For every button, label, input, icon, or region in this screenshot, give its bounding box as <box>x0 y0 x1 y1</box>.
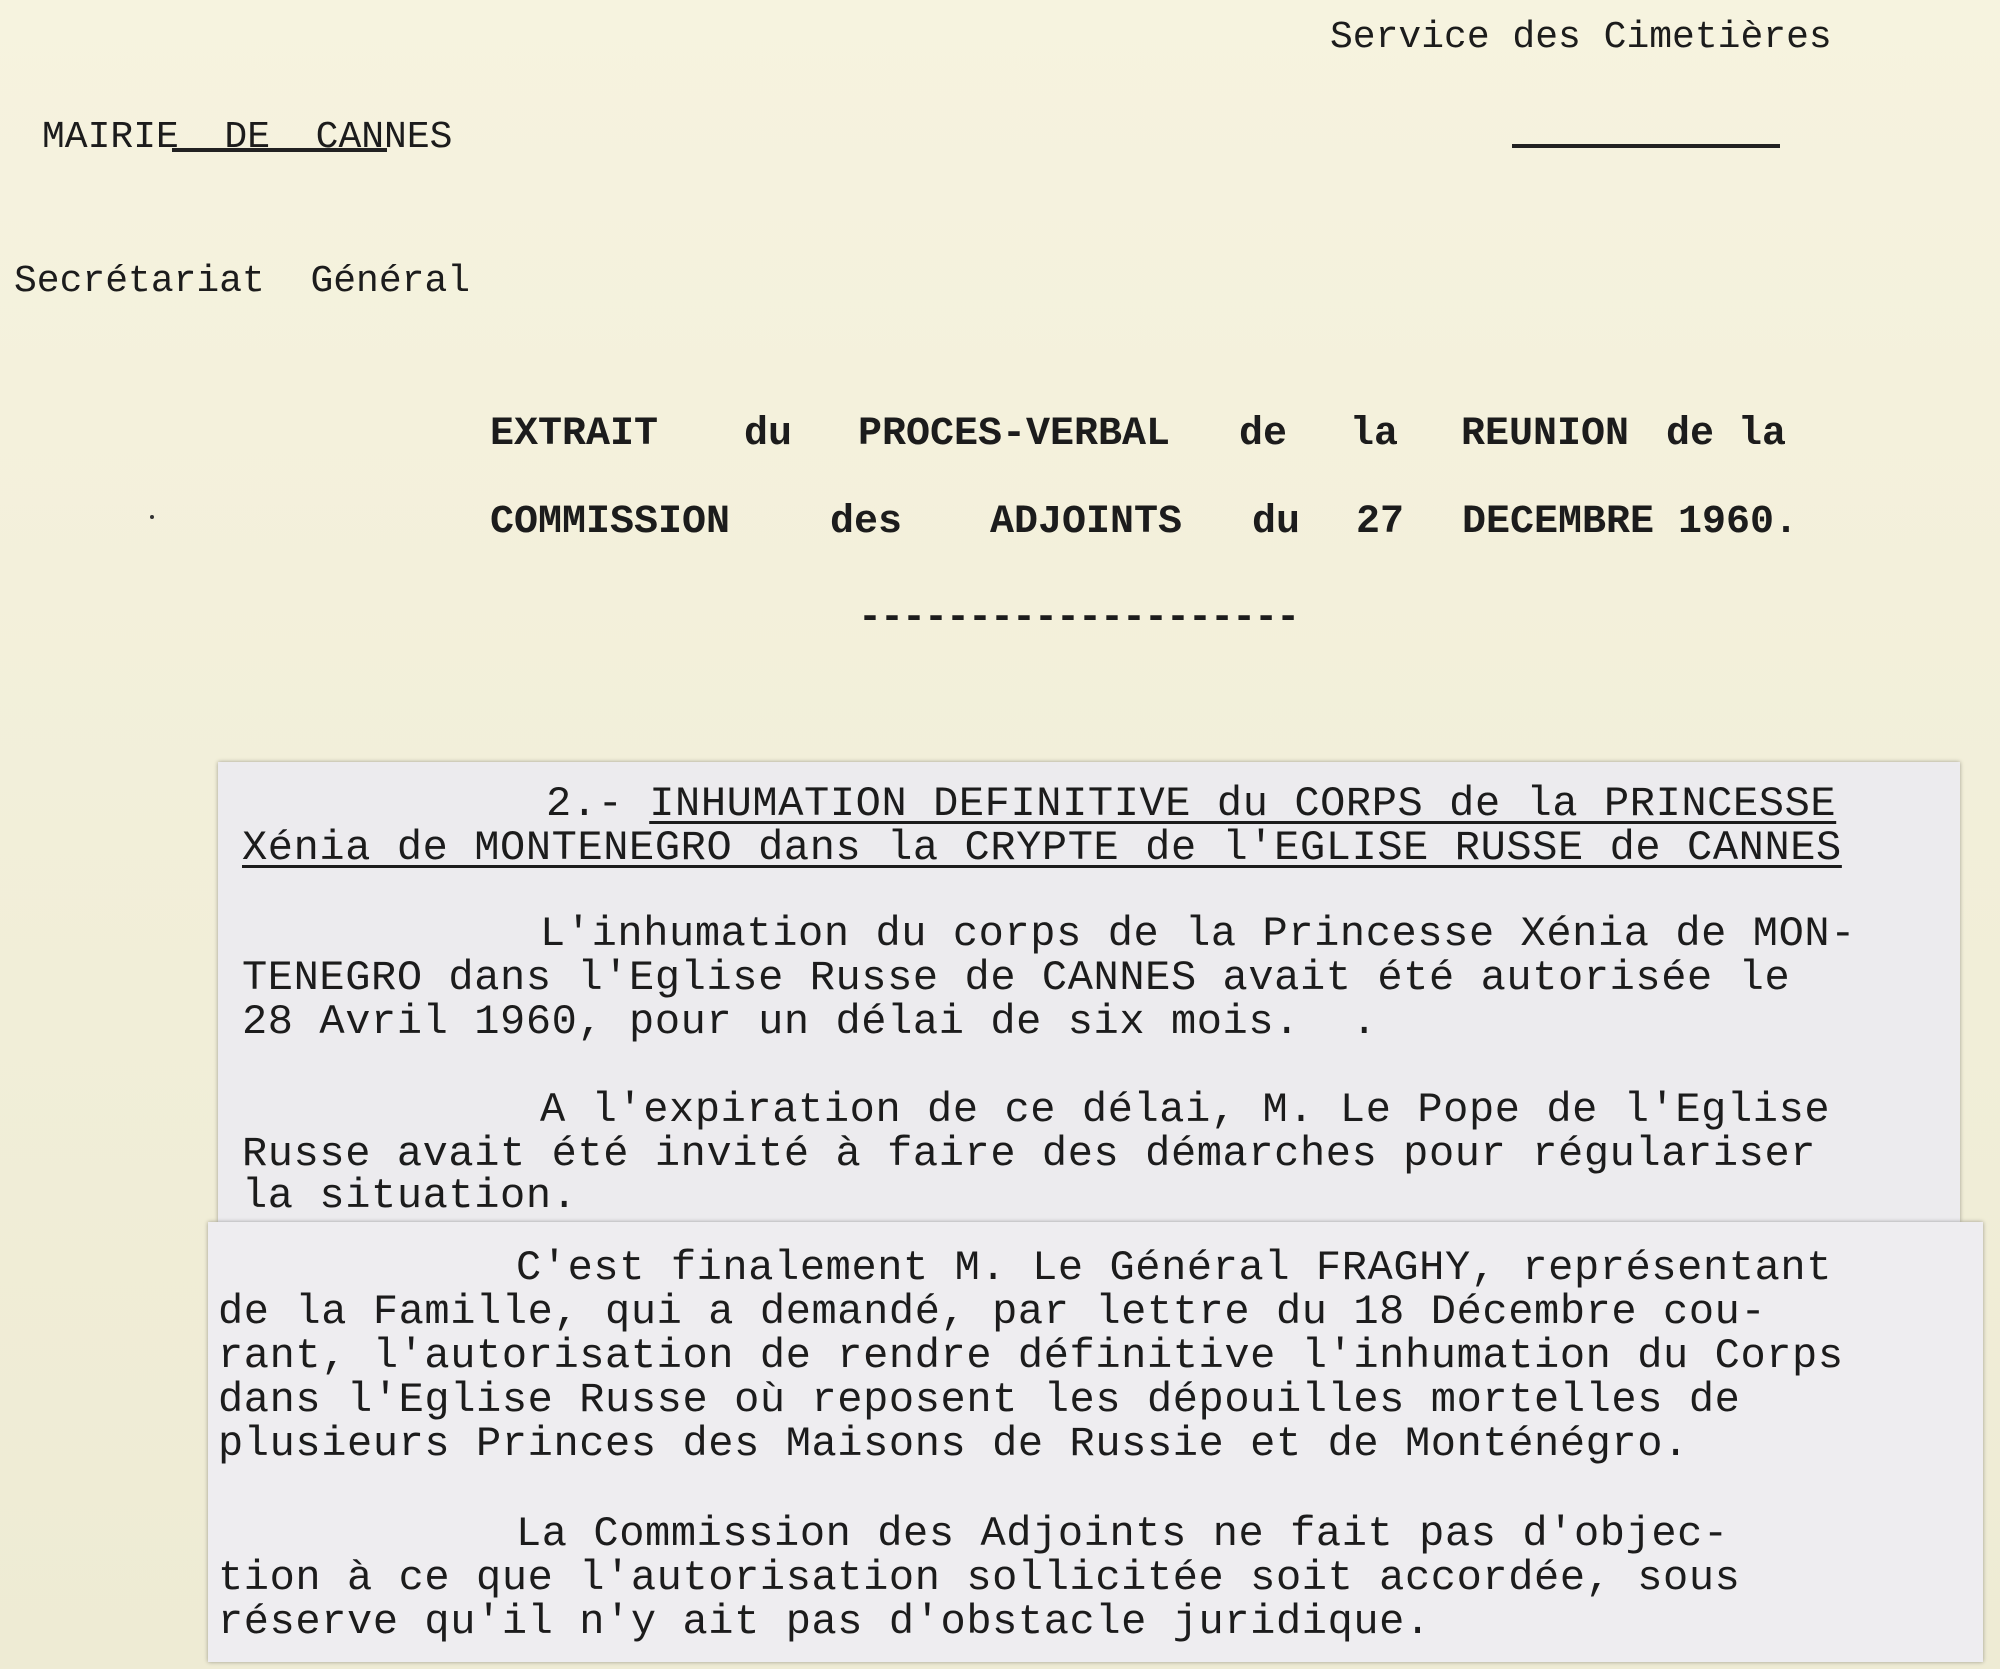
title-word: du <box>1252 500 1301 545</box>
paragraph-line: la situation. <box>242 1172 578 1220</box>
paragraph-line: tion à ce que l'autorisation sollicitée soit accordée, sous <box>218 1554 1741 1602</box>
clipping-1 <box>218 762 1960 1222</box>
title-word: COMMISSION <box>490 500 731 545</box>
paragraph-line: de la Famille, qui a demandé, par lettre du 18 Décembre cou- <box>218 1288 1767 1336</box>
title-word: de la <box>1666 412 1787 457</box>
letterhead-mairie: MAIRIE DE CANNES <box>42 116 453 159</box>
letterhead-right-rule <box>1512 144 1780 148</box>
paragraph-line: L'inhumation du corps de la Princesse Xénia de MON- <box>540 910 1857 958</box>
paragraph-line: rant, l'autorisation de rendre définitive l'inhumation du Corps <box>218 1332 1844 1380</box>
title-word: REUNION <box>1461 412 1630 457</box>
paragraph-line: C'est finalement M. Le Général FRAGHY, représentant <box>516 1244 1833 1292</box>
paragraph-line: Russe avait été invité à faire des démarches pour régulariser <box>242 1130 1817 1178</box>
paragraph-line: plusieurs Princes des Maisons de Russie et de Monténégro. <box>218 1420 1689 1468</box>
title-row-2 <box>490 500 1840 550</box>
clipping-heading-line-1 <box>546 782 1836 826</box>
paragraph-line: réserve qu'il n'y ait pas d'obstacle juridique. <box>218 1598 1431 1646</box>
paragraph-line: TENEGRO dans l'Eglise Russe de CANNES avait été autorisée le <box>242 954 1791 1002</box>
title-word: des <box>830 500 903 545</box>
title-word: EXTRAIT <box>490 412 659 457</box>
title-word: ADJOINTS <box>990 500 1183 545</box>
letterhead-secretariat: Secrétariat Général <box>14 260 471 303</box>
title-word: du <box>744 412 793 457</box>
ink-speck <box>150 515 154 519</box>
letterhead-left-rule <box>172 148 387 152</box>
title-word: la <box>1350 412 1399 457</box>
heading-text: INHUMATION DEFINITIVE du CORPS de la PRINCESSE <box>649 780 1837 828</box>
clipping-heading-line-2: Xénia de MONTENEGRO dans la CRYPTE de l'EGLISE RUSSE de CANNES <box>242 824 1842 872</box>
title-word: DECEMBRE 1960. <box>1462 500 1799 545</box>
heading-number: 2.- <box>546 780 650 828</box>
title-word: PROCES-VERBAL <box>858 412 1171 457</box>
letterhead-service: Service des Cimetières <box>1330 16 1832 59</box>
letterhead-left <box>14 18 470 402</box>
clipping-2 <box>208 1222 1983 1662</box>
paragraph-line: A l'expiration de ce délai, M. Le Pope de l'Eglise <box>540 1086 1831 1134</box>
title-word: de <box>1239 412 1288 457</box>
title-separator: -------------------- <box>858 596 1299 641</box>
paragraph-line: La Commission des Adjoints ne fait pas d'objec- <box>516 1510 1729 1558</box>
title-row-1 <box>490 412 1840 462</box>
paragraph-line: 28 Avril 1960, pour un délai de six mois. . <box>242 998 1378 1046</box>
paragraph-line: dans l'Eglise Russe où reposent les dépouilles mortelles de <box>218 1376 1741 1424</box>
title-word: 27 <box>1356 500 1405 545</box>
